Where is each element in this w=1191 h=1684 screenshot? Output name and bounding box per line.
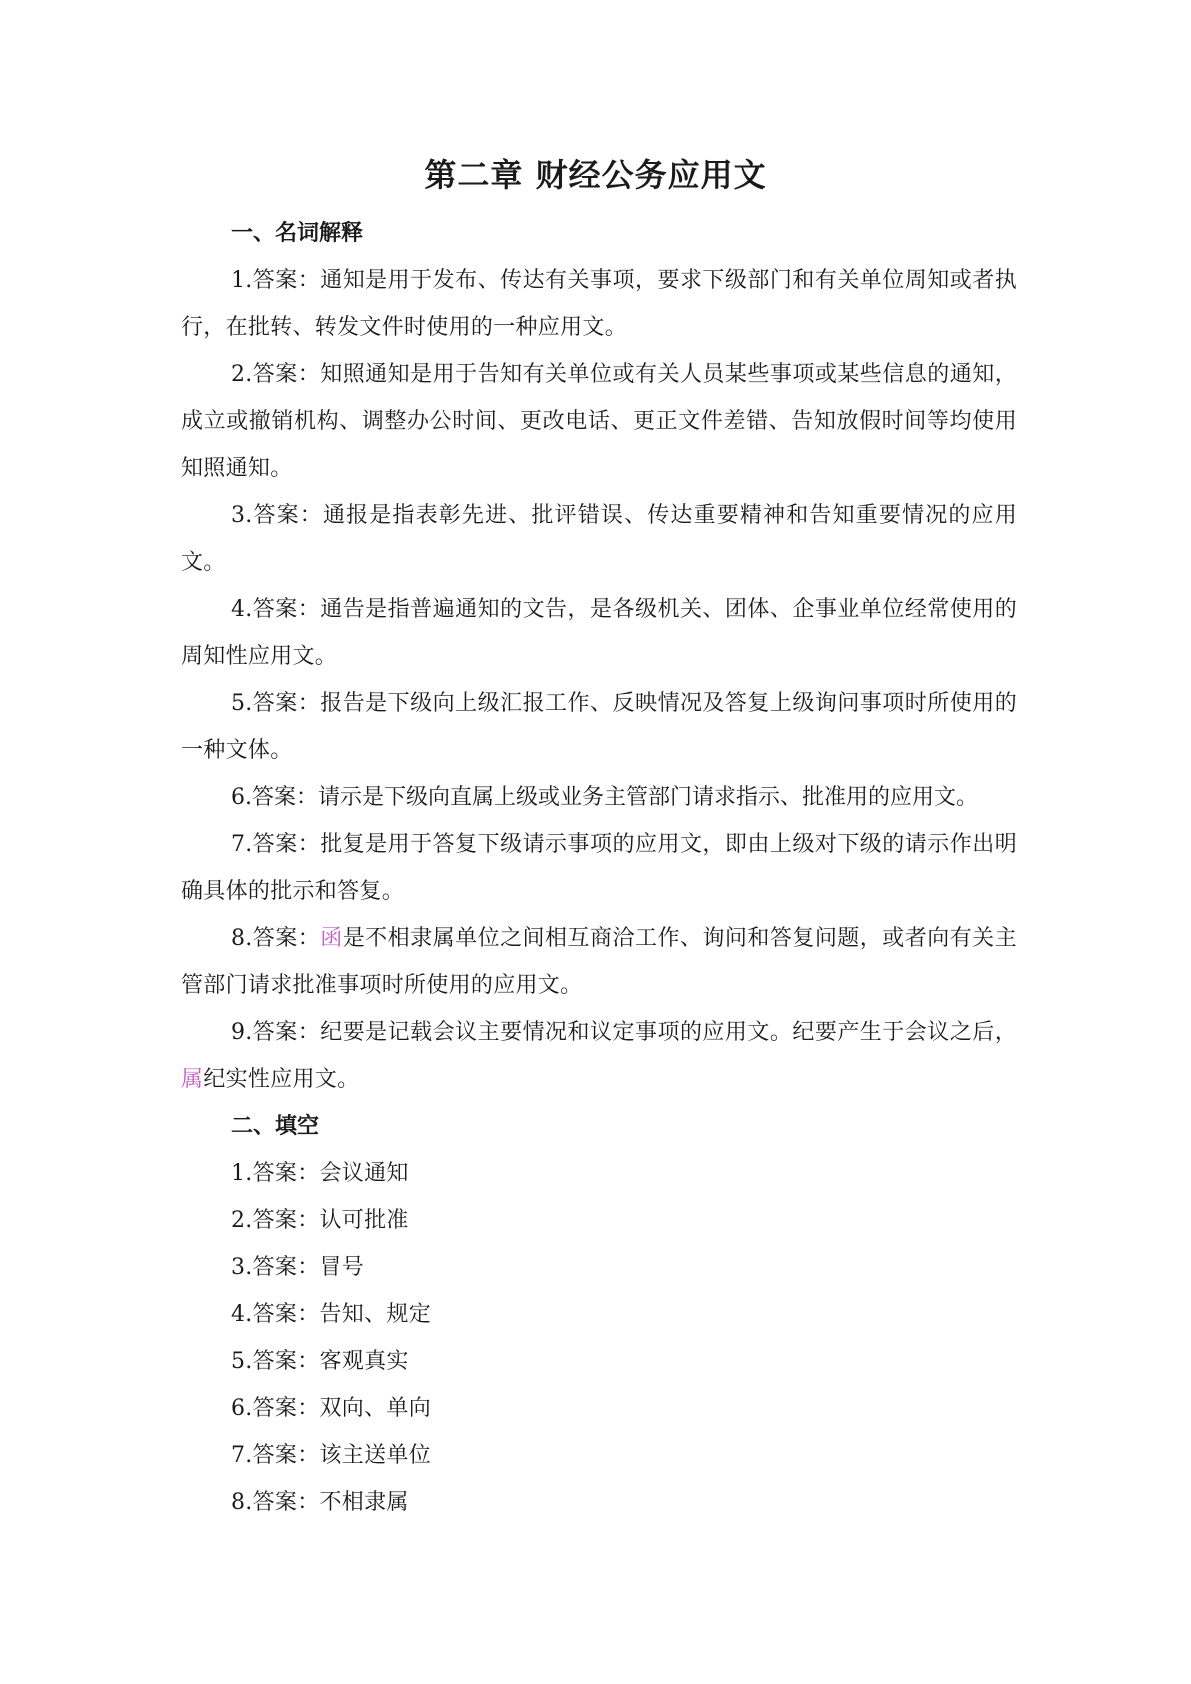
answer-item: 8.答案：不相隶属: [231, 1490, 409, 1515]
section-heading-fill-blank: 二、填空: [231, 1114, 320, 1139]
answer-item: 7.答案：该主送单位: [231, 1443, 431, 1468]
answer-item: [181, 915, 1017, 1009]
answer-text: 纪实性应用文。: [203, 1067, 360, 1092]
answer-prefix: 8.答案：: [231, 926, 321, 951]
answer-item: 6.答案：双向、单向: [231, 1396, 431, 1421]
answer-item: 7.答案：批复是用于答复下级请示事项的应用文，即由上级对下级的请示作出明确具体的批示和答复。: [181, 832, 1017, 904]
answer-item: 6.答案：请示是下级向直属上级或业务主管部门请求指示、批准用的应用文。: [231, 785, 978, 810]
section-heading-definitions: 一、名词解释: [231, 221, 364, 246]
page-title: 第二章 财经公务应用文: [424, 156, 767, 194]
answer-item: 4.答案：告知、规定: [231, 1302, 431, 1327]
answer-item: [181, 1009, 1017, 1103]
document-body: [181, 210, 1017, 1526]
answer-text: 是不相隶属单位之间相互商洽工作、询问和答复问题，或者向有关主管部门请求批准事项时所使用的应用文。: [181, 926, 1017, 998]
answer-text: 9.答案：纪要是记载会议主要情况和议定事项的应用文。纪要产生于会议之后，: [231, 1020, 1017, 1045]
answer-item: 3.答案：通报是指表彰先进、批评错误、传达重要精神和告知重要情况的应用文。: [181, 503, 1017, 575]
answer-item: 2.答案：认可批准: [231, 1208, 409, 1233]
answer-item: 2.答案：知照通知是用于告知有关单位或有关人员某些事项或某些信息的通知，成立或撤销机构、调整办公时间、更改电话、更正文件差错、告知放假时间等均使用知照通知。: [181, 362, 1017, 481]
highlighted-character: 函: [320, 926, 343, 951]
highlighted-character: 属: [181, 1067, 204, 1092]
answer-item: 5.答案：报告是下级向上级汇报工作、反映情况及答复上级询问事项时所使用的一种文体。: [181, 691, 1017, 763]
answer-item: 1.答案：会议通知: [231, 1161, 409, 1186]
answer-item: 5.答案：客观真实: [231, 1349, 409, 1374]
answer-item: 1.答案：通知是用于发布、传达有关事项，要求下级部门和有关单位周知或者执行，在批转、转发文件时使用的一种应用文。: [181, 268, 1017, 340]
answer-item: 4.答案：通告是指普遍通知的文告，是各级机关、团体、企事业单位经常使用的周知性应用文。: [181, 597, 1017, 669]
answer-item: 3.答案：冒号: [231, 1255, 365, 1280]
